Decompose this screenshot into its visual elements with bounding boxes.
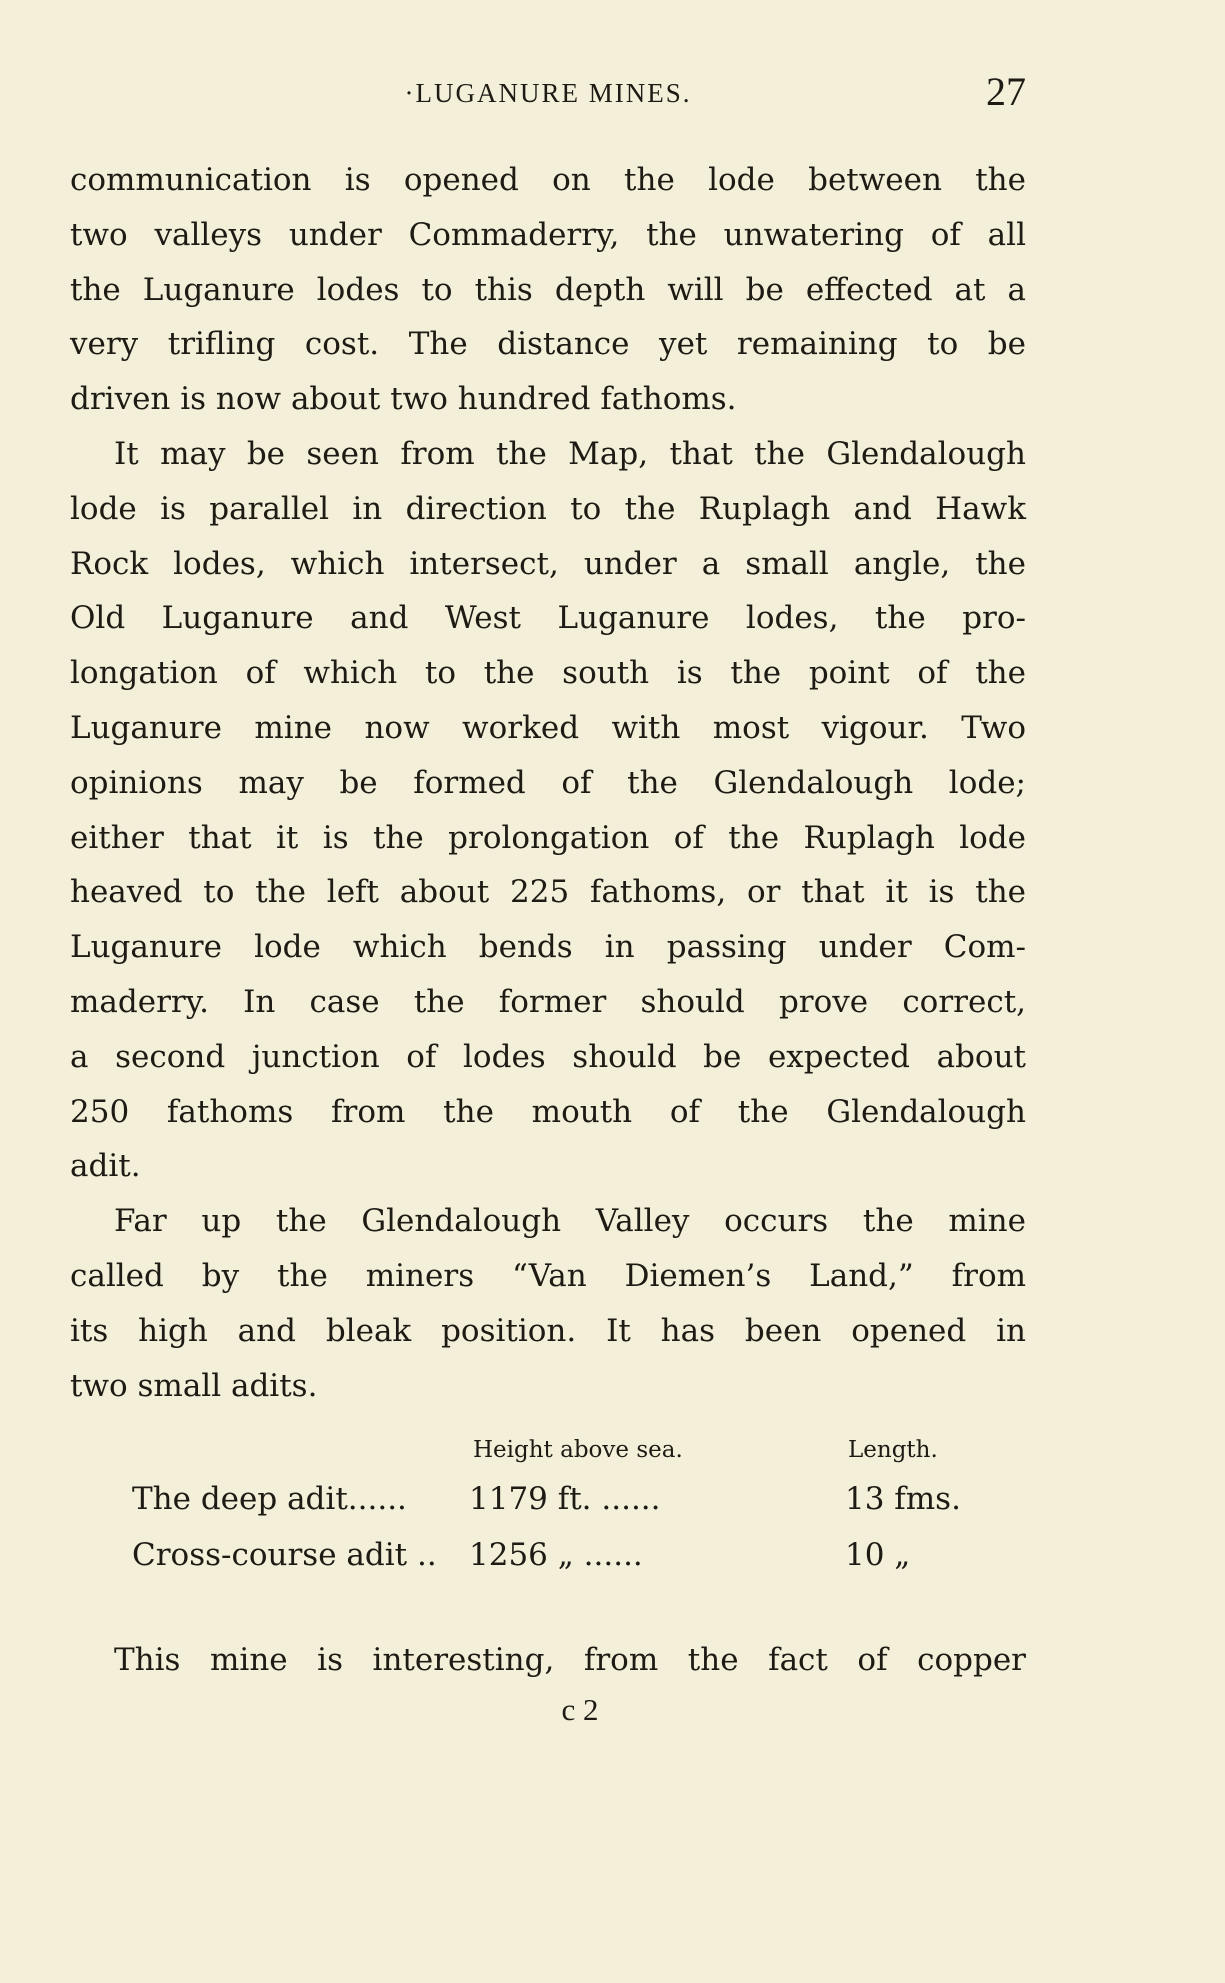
column-header-length: Length.	[848, 1437, 938, 1463]
running-title: ·LUGANURE MINES.	[404, 78, 692, 108]
running-head	[70, 69, 1026, 114]
adit-name: The deep adit......	[132, 1481, 407, 1517]
text-line: opinions may be formed of the Glendalough lode;	[70, 764, 1026, 801]
text-line: communication is opened on the lode between the	[70, 162, 1026, 198]
text-line: two small adits.	[70, 1367, 318, 1404]
text-line: maderry. In case the former should prove correct,	[70, 983, 1026, 1020]
adit-table	[70, 1437, 1026, 1597]
adit-height: 1179 ft. ......	[469, 1481, 661, 1517]
text-line: Rock lodes, which intersect, under a small angle, the	[70, 545, 1026, 582]
text-line: It may be seen from the Map, that the Glendalough	[114, 435, 1026, 472]
text-line: the Luganure lodes to this depth will be effected at a	[70, 271, 1026, 308]
text-line: lode is parallel in direction to the Ruplagh and Hawk	[70, 490, 1026, 527]
text-line: either that it is the prolongation of the Ruplagh lode	[70, 819, 1026, 856]
text-line: Luganure mine now worked with most vigour. Two	[70, 709, 1026, 746]
text-line: very trifling cost. The distance yet remaining to be	[70, 326, 1026, 363]
adit-name: Cross-course adit ..	[132, 1537, 437, 1573]
closing-paragraph	[70, 1633, 1026, 1688]
text-line: Old Luganure and West Luganure lodes, the pro-	[70, 600, 1026, 637]
signature-mark: c 2	[561, 1692, 599, 1727]
text-line: called by the miners “Van Diemen’s Land,” from	[70, 1257, 1026, 1294]
adit-height: 1256 „ ......	[469, 1537, 643, 1573]
text-line: driven is now about two hundred fathoms.	[70, 381, 737, 418]
text-line: a second junction of lodes should be expected about	[70, 1038, 1026, 1075]
adit-length: 13 fms.	[845, 1481, 961, 1517]
text-line: longation of which to the south is the point of the	[70, 655, 1026, 692]
column-header-height: Height above sea.	[473, 1437, 683, 1463]
text-line: adit.	[70, 1148, 141, 1185]
text-line: 250 fathoms from the mouth of the Glendalough	[70, 1093, 1026, 1130]
text-line: This mine is interesting, from the fact of copper	[114, 1642, 1026, 1678]
text-line: Far up the Glendalough Valley occurs the mine	[114, 1203, 1026, 1240]
text-line: heaved to the left about 225 fathoms, or that it is the	[70, 874, 1026, 911]
adit-length: 10 „	[845, 1537, 911, 1573]
text-line: two valleys under Commaderry, the unwatering of all	[70, 216, 1026, 253]
body-text	[70, 153, 1026, 1413]
text-line: Luganure lode which bends in passing under Com-	[70, 929, 1026, 966]
page-number: 27	[986, 69, 1026, 114]
text-line: its high and bleak position. It has been opened in	[70, 1312, 1026, 1349]
